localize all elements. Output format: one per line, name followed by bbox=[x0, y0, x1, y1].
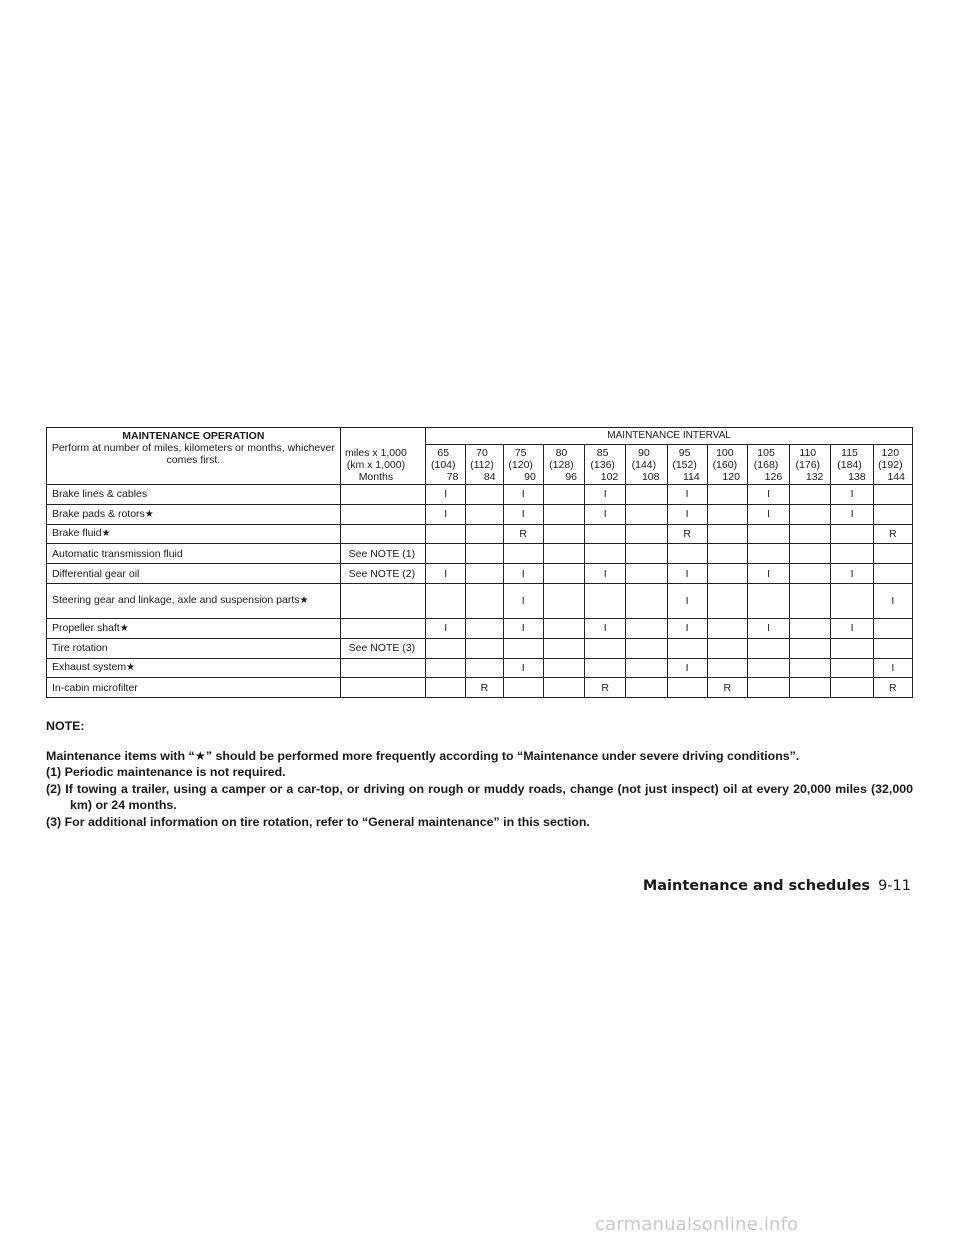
table-row bbox=[47, 678, 913, 698]
maintenance-item bbox=[47, 618, 341, 638]
interval-months: 102 bbox=[600, 471, 619, 483]
interval-km: (184) bbox=[837, 459, 862, 471]
interval-km: (104) bbox=[431, 459, 456, 471]
footer-page-number: 9-11 bbox=[878, 878, 911, 894]
interval-col-10 bbox=[831, 445, 873, 485]
interval-mark: I bbox=[667, 583, 707, 618]
interval-mark bbox=[466, 485, 503, 505]
severe-star-icon: ★ bbox=[101, 528, 111, 540]
page-footer bbox=[643, 878, 911, 894]
interval-col-0 bbox=[426, 445, 466, 485]
interval-mark bbox=[747, 544, 789, 564]
interval-mark bbox=[466, 524, 503, 544]
interval-mark: I bbox=[831, 485, 873, 505]
interval-mark bbox=[466, 564, 503, 584]
interval-mark: I bbox=[667, 564, 707, 584]
interval-mark bbox=[585, 583, 626, 618]
interval-km: (144) bbox=[631, 459, 657, 471]
maintenance-item-label: In-cabin microfilter bbox=[52, 681, 138, 694]
interval-mark bbox=[831, 583, 873, 618]
interval-mark: I bbox=[503, 618, 543, 638]
interval-mark bbox=[543, 524, 584, 544]
operation-header-subtitle: Perform at number of miles, kilometers or months, whichever comes first. bbox=[51, 442, 335, 466]
interval-mark bbox=[426, 524, 466, 544]
interval-mark: I bbox=[585, 618, 626, 638]
interval-col-5 bbox=[626, 445, 667, 485]
interval-mark: I bbox=[831, 618, 873, 638]
interval-mark bbox=[707, 544, 747, 564]
interval-mark: R bbox=[707, 678, 747, 698]
interval-mark: I bbox=[585, 564, 626, 584]
interval-miles: 65 bbox=[437, 447, 450, 459]
interval-mark bbox=[543, 618, 584, 638]
interval-mark bbox=[543, 678, 584, 698]
interval-col-9 bbox=[790, 445, 831, 485]
interval-mark: I bbox=[747, 504, 789, 524]
interval-mark: I bbox=[873, 658, 912, 678]
interval-mark: I bbox=[667, 504, 707, 524]
interval-months: 78 bbox=[446, 471, 459, 483]
interval-mark: I bbox=[503, 564, 543, 584]
interval-mark: I bbox=[667, 618, 707, 638]
interval-miles: 70 bbox=[476, 447, 488, 459]
interval-mark bbox=[626, 504, 667, 524]
interval-mark bbox=[790, 678, 831, 698]
interval-mark bbox=[426, 638, 466, 658]
interval-mark: R bbox=[585, 678, 626, 698]
interval-mark bbox=[831, 524, 873, 544]
interval-col-6 bbox=[667, 445, 707, 485]
interval-mark bbox=[543, 504, 584, 524]
interval-mark bbox=[466, 658, 503, 678]
units-miles: miles x 1,000 bbox=[344, 447, 407, 459]
interval-col-2 bbox=[503, 445, 543, 485]
interval-mark bbox=[667, 678, 707, 698]
operation-header-title: MAINTENANCE OPERATION bbox=[122, 430, 265, 442]
interval-mark: I bbox=[503, 583, 543, 618]
interval-months: 138 bbox=[848, 471, 866, 483]
interval-mark bbox=[790, 658, 831, 678]
interval-mark bbox=[626, 583, 667, 618]
note-reference bbox=[340, 658, 425, 678]
interval-mark bbox=[426, 583, 466, 618]
interval-mark bbox=[790, 544, 831, 564]
interval-col-4 bbox=[585, 445, 626, 485]
interval-months: 96 bbox=[565, 471, 578, 483]
interval-mark bbox=[626, 524, 667, 544]
maintenance-item bbox=[47, 485, 341, 505]
footer-section-title: Maintenance and schedules bbox=[642, 878, 871, 894]
interval-col-3 bbox=[543, 445, 584, 485]
note-reference bbox=[340, 583, 425, 618]
maintenance-item bbox=[47, 524, 341, 544]
interval-miles: 110 bbox=[799, 447, 817, 459]
interval-mark: I bbox=[426, 564, 466, 584]
table-row bbox=[47, 544, 913, 564]
interval-months: 126 bbox=[764, 471, 783, 483]
interval-mark: R bbox=[503, 524, 543, 544]
interval-km: (120) bbox=[508, 459, 533, 471]
interval-mark bbox=[707, 618, 747, 638]
interval-mark bbox=[426, 658, 466, 678]
interval-col-1 bbox=[466, 445, 503, 485]
interval-mark bbox=[426, 678, 466, 698]
interval-mark: I bbox=[873, 583, 912, 618]
interval-mark bbox=[543, 638, 584, 658]
interval-mark bbox=[626, 544, 667, 564]
table-row bbox=[47, 485, 913, 505]
interval-mark bbox=[626, 485, 667, 505]
interval-mark bbox=[790, 564, 831, 584]
note-reference bbox=[340, 618, 425, 638]
interval-mark bbox=[503, 678, 543, 698]
interval-mark bbox=[585, 658, 626, 678]
severe-star-icon: ★ bbox=[299, 595, 309, 607]
interval-mark: I bbox=[503, 658, 543, 678]
note-reference bbox=[340, 678, 425, 698]
interval-miles: 75 bbox=[514, 447, 527, 459]
maintenance-item-label: Brake fluid bbox=[52, 527, 102, 540]
interval-mark bbox=[626, 678, 667, 698]
units-header bbox=[340, 428, 425, 485]
interval-mark bbox=[466, 583, 503, 618]
table-row bbox=[47, 564, 913, 584]
interval-km: (192) bbox=[878, 459, 903, 471]
maintenance-item-label: Steering gear and linkage, axle and suspension parts bbox=[52, 594, 300, 607]
interval-mark bbox=[667, 638, 707, 658]
schedule-body bbox=[47, 485, 913, 698]
interval-km: (160) bbox=[712, 459, 738, 471]
maintenance-item bbox=[47, 583, 341, 618]
interval-mark bbox=[543, 485, 584, 505]
interval-col-7 bbox=[707, 445, 747, 485]
interval-months: 90 bbox=[524, 471, 536, 483]
interval-months: 132 bbox=[805, 471, 824, 483]
maintenance-item-label: Differential gear oil bbox=[52, 567, 140, 580]
note-reference bbox=[340, 485, 425, 505]
interval-mark bbox=[585, 524, 626, 544]
interval-mark bbox=[707, 524, 747, 544]
interval-months: 108 bbox=[641, 471, 660, 483]
interval-mark bbox=[585, 544, 626, 564]
interval-months: 114 bbox=[682, 471, 700, 483]
interval-months: 120 bbox=[722, 471, 740, 483]
interval-mark bbox=[790, 485, 831, 505]
interval-mark bbox=[543, 544, 584, 564]
interval-mark bbox=[543, 564, 584, 584]
interval-miles: 85 bbox=[596, 447, 609, 459]
note-reference: See NOTE (3) bbox=[340, 638, 425, 658]
interval-mark bbox=[747, 524, 789, 544]
interval-mark bbox=[873, 504, 912, 524]
interval-mark bbox=[466, 544, 503, 564]
interval-mark bbox=[466, 618, 503, 638]
interval-miles: 120 bbox=[881, 447, 900, 459]
maintenance-item-label: Propeller shaft bbox=[52, 621, 120, 634]
severe-star-icon: ★ bbox=[119, 622, 129, 634]
interval-mark bbox=[426, 544, 466, 564]
interval-mark bbox=[790, 524, 831, 544]
interval-months: 84 bbox=[483, 471, 496, 483]
interval-months: 144 bbox=[887, 471, 905, 483]
severe-star-icon: ★ bbox=[144, 508, 154, 520]
interval-mark bbox=[790, 618, 831, 638]
note-reference: See NOTE (2) bbox=[340, 564, 425, 584]
units-months: Months bbox=[358, 471, 394, 483]
interval-mark: R bbox=[466, 678, 503, 698]
interval-mark bbox=[466, 638, 503, 658]
interval-km: (176) bbox=[795, 459, 821, 471]
table-row bbox=[47, 524, 913, 544]
note-reference bbox=[340, 504, 425, 524]
table-row bbox=[47, 583, 913, 618]
interval-mark bbox=[790, 583, 831, 618]
interval-mark bbox=[873, 544, 912, 564]
interval-mark bbox=[707, 583, 747, 618]
interval-mark bbox=[747, 678, 789, 698]
interval-mark: R bbox=[873, 678, 912, 698]
interval-mark: I bbox=[503, 504, 543, 524]
interval-mark bbox=[543, 583, 584, 618]
note-3: (3) For additional information on tire rotation, refer to “General maintenance” in this section. bbox=[46, 814, 590, 829]
watermark: carmanualsonline.info bbox=[595, 1214, 799, 1235]
maintenance-item-label: Brake lines & cables bbox=[52, 488, 148, 501]
table-row bbox=[47, 618, 913, 638]
interval-miles: 100 bbox=[716, 447, 734, 459]
maintenance-item bbox=[47, 544, 341, 564]
maintenance-item bbox=[47, 638, 341, 658]
interval-mark bbox=[873, 564, 912, 584]
interval-col-11 bbox=[873, 445, 912, 485]
interval-header: MAINTENANCE INTERVAL bbox=[426, 428, 913, 445]
interval-mark bbox=[747, 638, 789, 658]
interval-mark bbox=[831, 658, 873, 678]
maintenance-item bbox=[47, 658, 341, 678]
note-2: (2) If towing a trailer, using a camper or a car-top, or driving on rough or muddy roads, change (not just inspect) oil at every 20,000 miles (32,000 km) or 24 months. bbox=[46, 781, 913, 812]
interval-km: (168) bbox=[753, 459, 779, 471]
interval-mark bbox=[747, 583, 789, 618]
interval-mark: I bbox=[426, 485, 466, 505]
interval-mark bbox=[543, 658, 584, 678]
interval-mark bbox=[747, 658, 789, 678]
interval-mark bbox=[790, 504, 831, 524]
interval-col-8 bbox=[747, 445, 789, 485]
interval-mark: I bbox=[667, 658, 707, 678]
interval-miles: 115 bbox=[841, 447, 858, 459]
interval-mark bbox=[503, 544, 543, 564]
interval-mark: I bbox=[667, 485, 707, 505]
maintenance-item-label: Exhaust system bbox=[52, 661, 127, 674]
table-row bbox=[47, 638, 913, 658]
notes-title: NOTE: bbox=[46, 719, 85, 733]
interval-mark bbox=[707, 658, 747, 678]
operation-header bbox=[47, 428, 341, 485]
interval-mark: I bbox=[503, 485, 543, 505]
interval-mark: I bbox=[585, 504, 626, 524]
maintenance-item bbox=[47, 564, 341, 584]
note-reference bbox=[340, 524, 425, 544]
interval-mark bbox=[707, 485, 747, 505]
maintenance-item-label: Brake pads & rotors bbox=[52, 507, 145, 520]
maintenance-item bbox=[47, 504, 341, 524]
interval-mark bbox=[707, 504, 747, 524]
interval-mark: I bbox=[585, 485, 626, 505]
interval-mark bbox=[873, 618, 912, 638]
units-km: (km x 1,000) bbox=[346, 459, 406, 471]
interval-mark bbox=[585, 638, 626, 658]
interval-mark bbox=[707, 564, 747, 584]
note-1: (1) Periodic maintenance is not required. bbox=[46, 765, 286, 779]
interval-mark: R bbox=[667, 524, 707, 544]
interval-mark bbox=[831, 544, 873, 564]
interval-miles: 80 bbox=[555, 447, 568, 459]
interval-mark: I bbox=[831, 504, 873, 524]
interval-mark bbox=[831, 638, 873, 658]
interval-miles: 105 bbox=[757, 447, 775, 459]
interval-mark bbox=[626, 564, 667, 584]
interval-mark: I bbox=[747, 618, 789, 638]
interval-mark bbox=[873, 638, 912, 658]
interval-miles: 95 bbox=[678, 447, 691, 459]
note-severe: Maintenance items with “★” should be performed more frequently according to “Maintenance under severe driving conditions”. bbox=[46, 748, 800, 763]
interval-mark bbox=[790, 638, 831, 658]
severe-star-icon: ★ bbox=[126, 662, 136, 674]
interval-mark bbox=[466, 504, 503, 524]
interval-miles: 90 bbox=[638, 447, 650, 459]
interval-km: (152) bbox=[672, 459, 697, 471]
interval-mark bbox=[626, 618, 667, 638]
interval-km: (112) bbox=[470, 459, 494, 471]
maintenance-schedule-table bbox=[46, 427, 913, 698]
notes-section bbox=[46, 718, 913, 830]
interval-mark bbox=[831, 678, 873, 698]
interval-mark bbox=[873, 485, 912, 505]
interval-mark: I bbox=[426, 504, 466, 524]
interval-mark: I bbox=[747, 485, 789, 505]
note-reference: See NOTE (1) bbox=[340, 544, 425, 564]
maintenance-item-label: Tire rotation bbox=[52, 642, 108, 655]
maintenance-item bbox=[47, 678, 341, 698]
interval-mark bbox=[626, 658, 667, 678]
interval-mark: I bbox=[747, 564, 789, 584]
maintenance-item-label: Automatic transmission fluid bbox=[52, 547, 183, 560]
interval-mark: I bbox=[426, 618, 466, 638]
interval-km: (128) bbox=[549, 459, 574, 471]
table-row bbox=[47, 658, 913, 678]
interval-mark: R bbox=[873, 524, 912, 544]
interval-mark: I bbox=[831, 564, 873, 584]
interval-mark bbox=[626, 638, 667, 658]
interval-mark bbox=[707, 638, 747, 658]
interval-km: (136) bbox=[590, 459, 615, 471]
table-row bbox=[47, 504, 913, 524]
interval-mark bbox=[503, 638, 543, 658]
interval-mark bbox=[667, 544, 707, 564]
